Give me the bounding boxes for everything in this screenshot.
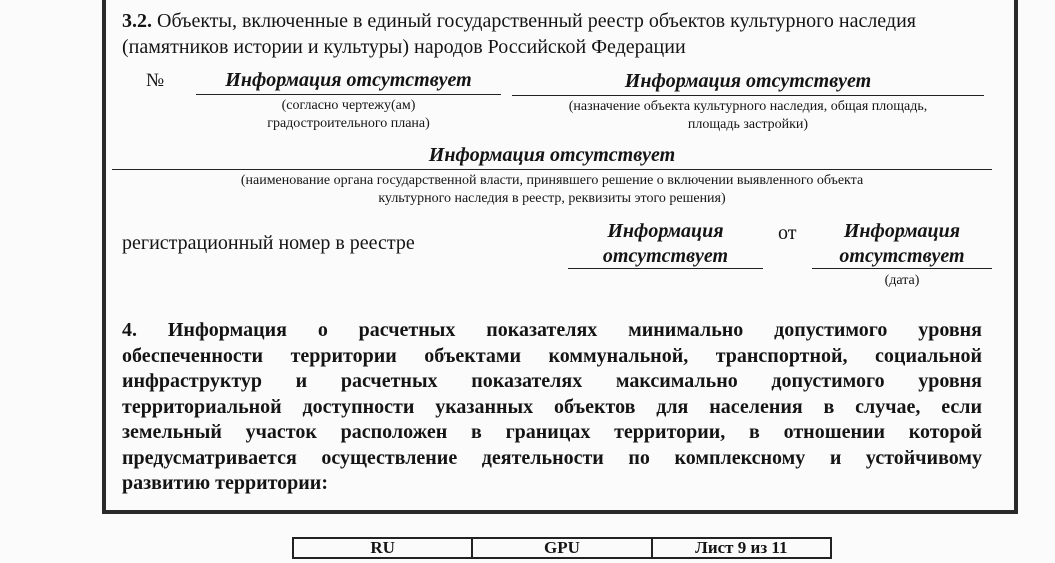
registry-number-value-1: Информация bbox=[607, 220, 724, 242]
object-number-value: Информация отсутствует bbox=[225, 69, 472, 91]
section-4-paragraph bbox=[122, 318, 982, 497]
authority-caption-1: (наименование органа государственной власти, принявшего решение о включении выявленного объекта bbox=[240, 173, 864, 188]
registry-date-underline bbox=[812, 268, 992, 269]
section-title-line1: Объекты, включенные в единый государственный реестр объектов культурного наследия bbox=[157, 10, 916, 32]
section-number: 3.2. bbox=[122, 10, 152, 32]
authority-caption-2: культурного наследия в реестр, реквизиты этого решения) bbox=[378, 191, 726, 206]
section-4-line: обеспеченности территории объектами коммунальной, транспортной, социальной bbox=[122, 344, 982, 367]
object-purpose-caption-2: площадь застройки) bbox=[687, 117, 809, 132]
number-sign: № bbox=[146, 70, 165, 91]
footer-cell-sheet: Лист 9 из 11 bbox=[695, 538, 788, 557]
footer-cell-type: GPU bbox=[473, 539, 652, 557]
footer-cell-country: RU bbox=[294, 539, 473, 557]
registry-date-caption: (дата) bbox=[884, 273, 920, 288]
registry-date-value-1: Информация bbox=[843, 220, 961, 242]
registry-date-value-2: отсутствует bbox=[839, 245, 965, 267]
footer-stamp bbox=[292, 537, 832, 559]
object-purpose-value: Информация отсутствует bbox=[624, 70, 872, 92]
section-4-line: территориальной доступности указанных объектов для населения в случае, если bbox=[122, 395, 982, 418]
authority-value: Информация отсутствует bbox=[428, 144, 676, 166]
section-3-2-title bbox=[122, 9, 916, 33]
from-label: от bbox=[778, 222, 797, 244]
object-number-caption-2: градостроительного плана) bbox=[267, 116, 430, 131]
registry-number-value-2: отсутствует bbox=[602, 245, 729, 267]
section-4-line: инфраструктур и расчетных показателях максимально допустимого уровня bbox=[122, 370, 982, 392]
section-4-line: развитию территории: bbox=[122, 472, 328, 494]
object-number-underline bbox=[196, 94, 501, 95]
section-4-line: предусматривается осуществление деятельности по комплексному и устойчивому bbox=[122, 446, 982, 469]
object-number-caption-1: (согласно чертежу(ам) bbox=[281, 98, 416, 113]
authority-underline bbox=[112, 169, 992, 170]
object-purpose-underline bbox=[512, 95, 984, 96]
registry-number-underline bbox=[568, 268, 763, 269]
object-purpose-caption-1: (назначение объекта культурного наследия, общая площадь, bbox=[568, 99, 928, 114]
registry-number-label: регистрационный номер в реестре bbox=[122, 232, 415, 254]
section-4-line: 4. Информация о расчетных показателях минимально допустимого уровня bbox=[122, 319, 982, 341]
section-title-line2: (памятников истории и культуры) народов Российской Федерации bbox=[122, 36, 686, 58]
section-4-line: земельный участок расположен в границах территории, в отношении которой bbox=[122, 421, 982, 443]
